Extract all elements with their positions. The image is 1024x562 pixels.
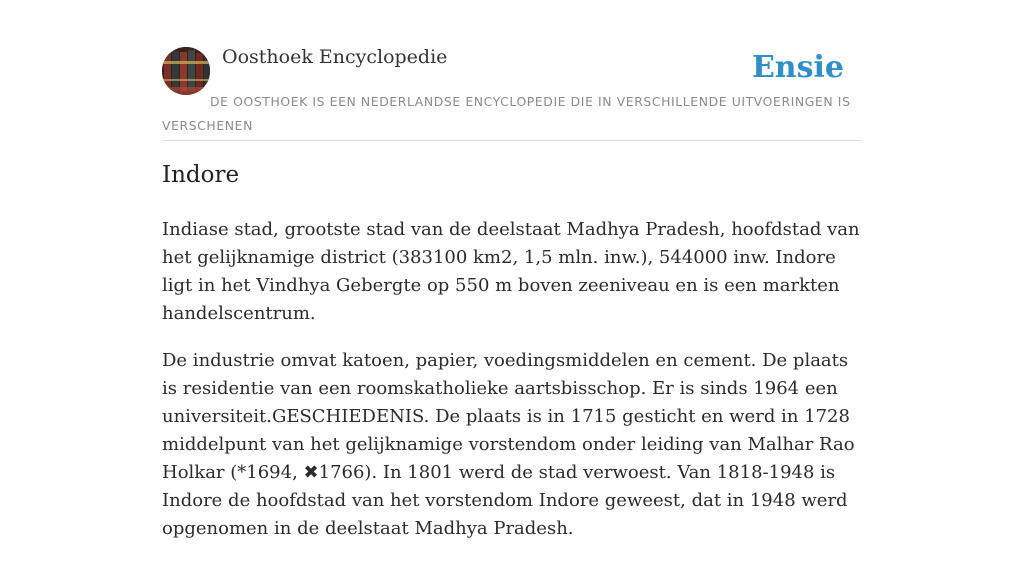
article-paragraph: Indiase stad, grootste stad van de deelstaat Madhya Pradesh, hoofdstad van het gelijknamige district (383100 km2, 1,5 mln. inw.), 544000 inw. Indore ligt in het Vindhya Gebergte op 550 m boven zeeniveau en is een markten handelscentrum. (162, 219, 860, 324)
page (162, 0, 862, 539)
header (162, 0, 862, 141)
brand-logo-link[interactable]: Ensie (751, 50, 844, 85)
article-body (162, 216, 862, 562)
article-paragraph: De industrie omvat katoen, papier, voedingsmiddelen en cement. De plaats is residentie van een roomskatholieke aartsbisschop. Er is sinds 1964 een universiteit.GESCHIEDENIS. De plaats is in 1715 gesticht en werd in 1728 middelpunt van het gelijknamige vorstendom onder leiding van Malhar Rao Holkar (*1694, ✖1766). In 1801 werd de stad verwoest. Van 1818-1948 is Indore de hoofdstad van het vorstendom Indore geweest, dat in 1948 werd opgenomen in de deelstaat Madhya Pradesh. (162, 350, 855, 539)
article-title: Indore (162, 162, 240, 188)
source-tagline: DE OOSTHOEK IS EEN NEDERLANDSE ENCYCLOPEDIE DIE IN VERSCHILLENDE UITVOERINGEN IS VERSCHENEN (162, 94, 851, 133)
source-name[interactable]: Oosthoek Encyclopedie (222, 46, 448, 68)
encyclopedia-books-icon[interactable] (162, 47, 210, 95)
